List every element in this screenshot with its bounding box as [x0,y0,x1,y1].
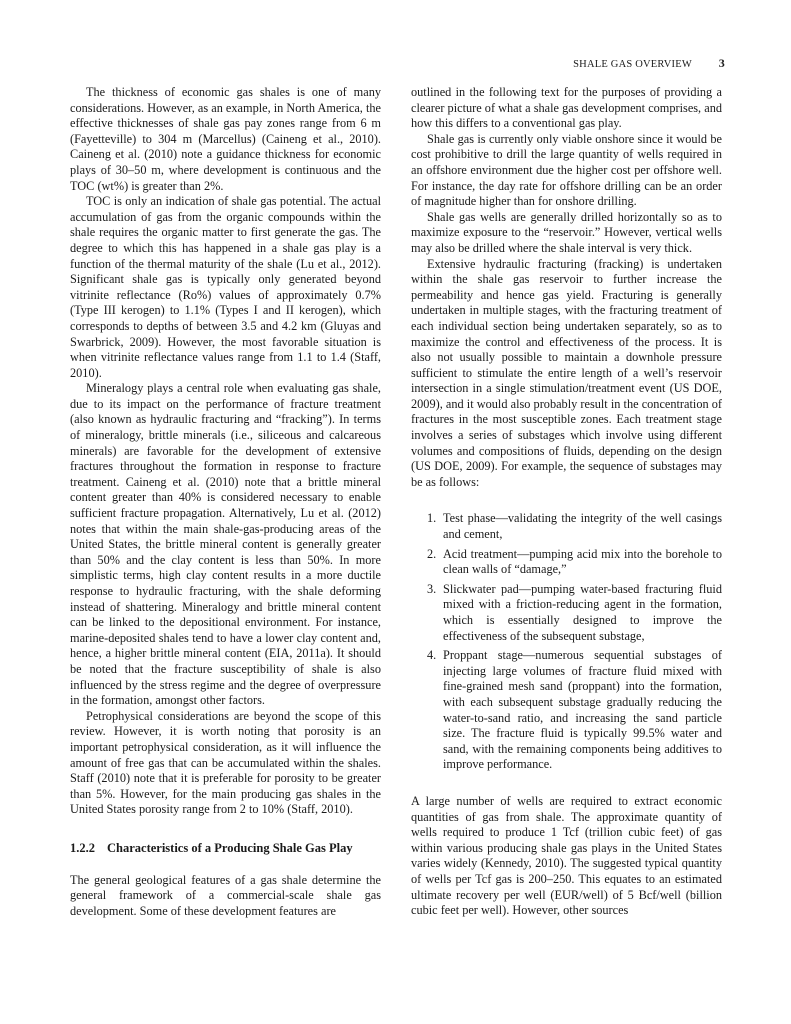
paragraph: TOC is only an indication of shale gas potential. The actual accumulation of gas from the organic compounds within the shale requires the organic matter to first generate the gas. The degree to which this has happened in a shale gas play is a function of the thermal maturity of the shale (Lu et al., 2012). Significant shale gas is typically only generated beyond vitrinite reflectance (Ro%) values of approximately 0.7% (Type III kerogen) to 1.1% (Types I and II kerogen), which corresponds to depths of between 3.5 and 4.2 km (Gluyas and Swarbrick, 2009). However, the most favorable situation is when vitrinite reflectance values range from 1.1 to 1.4 (Staff, 2010). [70,194,381,380]
section-heading [70,841,381,857]
section-number: 1.2.2 [70,840,95,855]
list-item-text: Proppant stage—numerous sequential substages of injecting large volumes of fracture fluid mixed with fine-grained mesh sand (proppant) into the formation, with each subsequent substage gradually reducing the water-to-sand ratio, and increasing the sand particle size. The fracture fluid is typically 99.5% water and sand, with the remaining components being additives to improve performance. [443,648,722,772]
paragraph: A large number of wells are required to extract economic quantities of gas from shale. The approximate quantity of wells required to produce 1 Tcf (trillion cubic feet) of gas within various producing shale gas plays in the United States varies widely (Kennedy, 2010). The suggested typical quantity of wells per Tcf gas is 200–250. This equates to an estimated ultimate recovery per well (EUR/well) of 5 Bcf/well (billion cubic feet per well). However, other sources [411,793,722,918]
list-marker: 1. [427,511,437,526]
list-marker: 3. [427,581,437,596]
paragraph: Petrophysical considerations are beyond the scope of this review. However, it is worth noting that porosity is an important petrophysical consideration, as it will influence the amount of free gas that can be accumulated within the shales. Staff (2010) note that it is preferable for porosity to be greater than 5%. However, for the main producing gas shales in the United States porosity range from 2 to 10% (Staff, 2010). [70,708,381,817]
running-head [573,56,725,71]
list-marker: 2. [427,546,437,561]
list-item [427,648,722,773]
list-marker: 4. [427,648,437,663]
left-column [70,85,381,919]
list-item [427,511,722,542]
paragraph: outlined in the following text for the purposes of providing a clearer picture of what a shale gas development comprises, and how this differs to a conventional gas play. [411,85,722,131]
section-title: Characteristics of a Producing Shale Gas Play [107,840,353,855]
paragraph: Extensive hydraulic fracturing (fracking) is undertaken within the shale gas reservoir to further increase the permeability and hence gas yield. Fracturing is generally undertaken in multiple stages, with the fracturing treatment of each individual section being undertaken separately, so as to maximize the control and effectiveness of the process. It is also not usually possible to maintain a downhole pressure sufficient to stimulate the entire length of a well’s reservoir intersection in a single stimulation/treatment event (US DOE, 2009), and it would also probably result in the concentration of fractures in the most susceptible zones. Each treatment stage involves a series of substages which involve using different volumes and compositions of fluids, depending on the design (US DOE, 2009). For example, the sequence of substages may be as follows: [411,256,722,489]
right-column [411,85,722,919]
paragraph: Mineralogy plays a central role when evaluating gas shale, due to its impact on the performance of fracture treatment (also known as hydraulic fracturing and “fracking”). In terms of mineralogy, brittle minerals (i.e., siliceous and calcareous minerals) are favorable for the development of extensive fractures throughout the formation in response to fracture treatment. Caineng et al. (2010) note that a brittle mineral content greater than 40% is considered necessary to enable sufficient fracture propagation. Alternatively, Lu et al. (2012) notes that within the main shale-gas-producing areas of the United States, the brittle mineral content is generally greater than 50% and the clay content is less than 50%. In more simplistic terms, high clay content results in a more ductile response to hydraulic fracturing, with the shale deforming instead of shattering. Mineralogy and brittle mineral content can be linked to the depositional environment. For instance, marine-deposited shales tend to have a lower clay content and, hence, a higher brittle mineral content (EIA, 2011a). It should be noted that the fracture susceptibility of shale is also influenced by the stress regime and the degree of overpressure in the formation, amongst other factors. [70,381,381,708]
paragraph: The thickness of economic gas shales is one of many considerations. However, as an example, in North America, the effective thicknesses of shale gas pay zones range from 6 m (Fayetteville) to 304 m (Marcellus) (Caineng et al., 2010). Caineng et al. (2010) note a guidance thickness for economic plays of 30–50 m, where development is continuous and the TOC (wt%) is greater than 2%. [70,85,381,193]
list-item-text: Test phase—validating the integrity of the well casings and cement, [443,511,722,542]
list-item-text: Slickwater pad—pumping water-based fracturing fluid mixed with a friction-reducing agent in the formation, which is essentially designed to improve the effectiveness of the subsequent substage, [443,581,722,643]
list-item [427,581,722,644]
page-number: 3 [718,56,725,70]
list-item-text: Acid treatment—pumping acid mix into the borehole to clean walls of “damage,” [443,546,722,577]
substage-list [411,511,722,773]
paragraph: Shale gas is currently only viable onshore since it would be cost prohibitive to drill the large quantity of wells required in an offshore environment due the higher cost per offshore well. For instance, the day rate for offshore drilling can be an order of magnitude higher than for onshore drilling. [411,131,722,209]
paragraph: Shale gas wells are generally drilled horizontally so as to maximize exposure to the “reservoir.” However, vertical wells may also be drilled where the shale interval is very thick. [411,209,722,255]
paragraph: The general geological features of a gas shale determine the general framework of a commercial-scale shale gas development. Some of these development features are [70,872,381,918]
list-item [427,546,722,578]
running-head-title: SHALE GAS OVERVIEW [573,59,692,70]
